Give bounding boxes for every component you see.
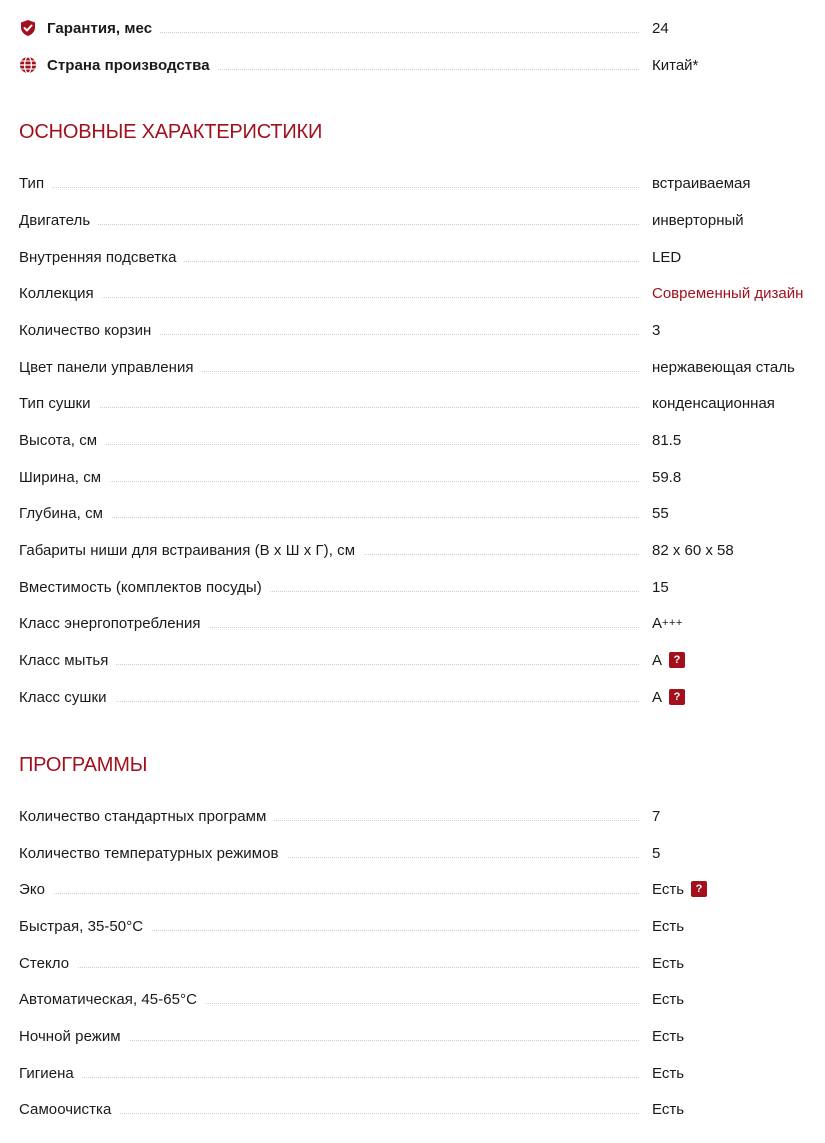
help-icon[interactable]: ?: [691, 881, 707, 897]
spec-value: LED: [652, 248, 682, 266]
energy-class-letter: A: [652, 614, 663, 632]
spec-label: Класс энергопотребления: [19, 611, 209, 635]
spec-row: [19, 1097, 815, 1121]
spec-label: Ширина, см: [19, 465, 109, 489]
spec-label: Цвет панели управления: [19, 355, 202, 379]
spec-label: Глубина, см: [19, 501, 111, 525]
collection-link[interactable]: Современный дизайн: [652, 284, 804, 302]
spec-label: Внутренняя подсветка: [19, 245, 184, 269]
spec-value: встраиваемая: [652, 174, 751, 192]
shield-check-icon: [19, 19, 37, 37]
spec-row: [19, 428, 815, 452]
spec-label: Двигатель: [19, 208, 98, 232]
spec-label: Гигиена: [19, 1061, 82, 1085]
spec-value: A ?: [652, 685, 685, 709]
spec-row: [19, 318, 815, 342]
spec-value: 24: [652, 19, 669, 37]
section-title-main: ОСНОВНЫЕ ХАРАКТЕРИСТИКИ: [19, 121, 323, 143]
spec-label: Коллекция: [19, 281, 102, 305]
spec-label: Стекло: [19, 951, 77, 975]
spec-value: 5: [652, 844, 661, 862]
dotted-leader: [19, 517, 639, 518]
dotted-leader: [19, 967, 639, 968]
spec-label: Тип сушки: [19, 391, 99, 415]
spec-row: [19, 648, 815, 672]
spec-value: 81.5: [652, 431, 682, 449]
spec-label: Гарантия, мес: [19, 16, 160, 40]
spec-row: [19, 987, 815, 1011]
spec-row: [19, 281, 815, 305]
spec-row: [19, 841, 815, 865]
spec-row: [19, 575, 815, 599]
spec-label: Класс мытья: [19, 648, 116, 672]
dotted-leader: [19, 224, 639, 225]
spec-value: Есть: [652, 1064, 685, 1082]
spec-label: Самоочистка: [19, 1097, 119, 1121]
spec-label: Количество корзин: [19, 318, 159, 342]
spec-label: Быстрая, 35-50°С: [19, 914, 151, 938]
spec-value: [652, 611, 683, 635]
spec-value: 59.8: [652, 468, 682, 486]
spec-row: [19, 355, 815, 379]
spec-row: [19, 611, 815, 635]
spec-row: [19, 914, 815, 938]
spec-label: Вместимость (комплектов посуды): [19, 575, 270, 599]
spec-row: [19, 951, 815, 975]
spec-row: [19, 685, 815, 709]
section-title-programs: ПРОГРАММЫ: [19, 754, 148, 776]
spec-row: [19, 1024, 815, 1048]
spec-label: Тип: [19, 171, 52, 195]
dotted-leader: [19, 893, 639, 894]
spec-label: Количество температурных режимов: [19, 841, 287, 865]
spec-row: [19, 804, 815, 828]
spec-value: 7: [652, 807, 661, 825]
spec-value: Есть ?: [652, 877, 707, 901]
spec-label: Класс сушки: [19, 685, 115, 709]
dotted-leader: [19, 444, 639, 445]
dotted-leader: [19, 407, 639, 408]
dotted-leader: [19, 187, 639, 188]
dotted-leader: [19, 481, 639, 482]
spec-value: Есть: [652, 954, 685, 972]
dotted-leader: [19, 1077, 639, 1078]
spec-value: Есть: [652, 917, 685, 935]
spec-value: Есть: [652, 1100, 685, 1118]
spec-label: Страна производства: [19, 53, 218, 77]
spec-value: Есть: [652, 1027, 685, 1045]
spec-row: [19, 391, 815, 415]
dotted-leader: [19, 297, 639, 298]
spec-value: нержавеющая сталь: [652, 358, 795, 376]
spec-value: A ?: [652, 648, 685, 672]
spec-value: 55: [652, 504, 669, 522]
spec-value: Китай*: [652, 56, 699, 74]
spec-label: Высота, см: [19, 428, 105, 452]
spec-row-country: [19, 53, 815, 77]
spec-label: Ночной режим: [19, 1024, 129, 1048]
spec-row: [19, 245, 815, 269]
globe-icon: [19, 56, 37, 74]
spec-value: Есть: [652, 990, 685, 1008]
spec-row: [19, 501, 815, 525]
help-icon[interactable]: ?: [669, 652, 685, 668]
spec-value: инверторный: [652, 211, 744, 229]
spec-value: 15: [652, 578, 669, 596]
energy-class-suffix: +++: [662, 617, 683, 629]
spec-row: [19, 1061, 815, 1085]
spec-value: 82 x 60 x 58: [652, 541, 734, 559]
spec-label: Автоматическая, 45-65°С: [19, 987, 205, 1011]
spec-value: 3: [652, 321, 661, 339]
spec-row: [19, 877, 815, 901]
spec-label: Количество стандартных программ: [19, 804, 274, 828]
spec-row: [19, 171, 815, 195]
spec-value: конденсационная: [652, 394, 775, 412]
spec-row: [19, 465, 815, 489]
help-icon[interactable]: ?: [669, 689, 685, 705]
spec-label: Эко: [19, 877, 53, 901]
spec-row: [19, 208, 815, 232]
spec-label: Габариты ниши для встраивания (В х Ш х Г), см: [19, 538, 363, 562]
spec-row: [19, 538, 815, 562]
spec-row-warranty: [19, 16, 815, 40]
